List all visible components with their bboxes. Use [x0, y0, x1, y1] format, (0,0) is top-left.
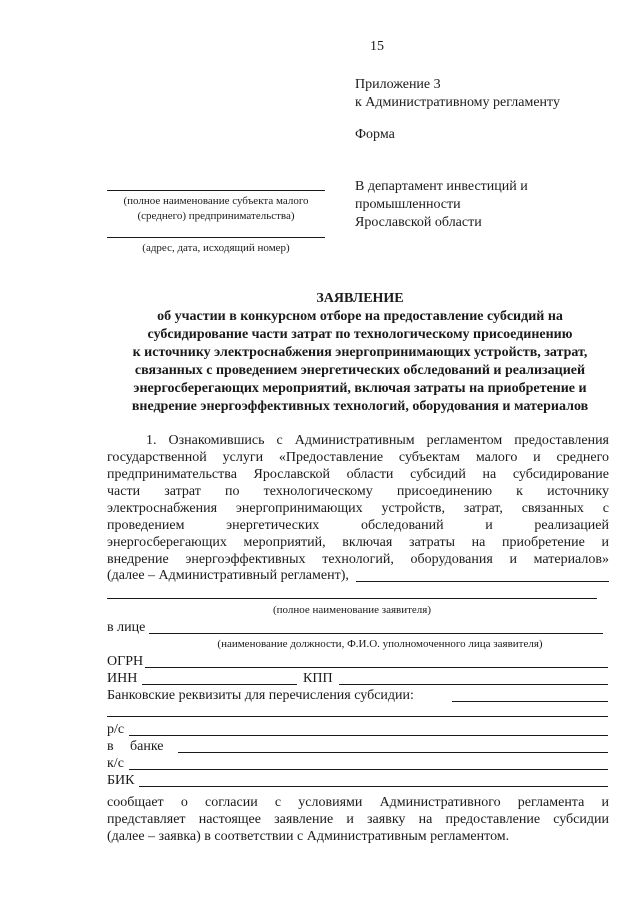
appendix-line-1: Приложение 3	[355, 77, 441, 92]
bank-details-line-1	[452, 701, 608, 702]
paragraph-1-line-8: внедрение энергоэффективных технологий, оборудования и материалов»	[107, 552, 609, 567]
bank-details-label: Банковские реквизиты для перечисления субсидии:	[107, 688, 414, 703]
paragraph-1-line-1: 1. Ознакомившись с Административным регламентом предоставления	[146, 433, 609, 448]
paragraph-1-line-4: части затрат по технологическому присоединению к источнику	[107, 484, 609, 499]
rs-line	[129, 735, 608, 736]
applicant-name-line-2	[107, 598, 597, 599]
appendix-line-2: к Административному регламенту	[355, 95, 560, 110]
form-label: Форма	[355, 127, 395, 142]
in-bank-line	[178, 752, 608, 753]
closing-line-2: представляет настоящее заявление и заявку на предоставление субсидии	[107, 812, 609, 827]
title-line-1: об участии в конкурсном отборе на предоставление субсидий на	[157, 309, 563, 324]
in-bank-label-2: банке	[130, 739, 164, 754]
applicant-name-caption: (полное наименование заявителя)	[272, 604, 432, 616]
paragraph-1-line-7: энергосберегающих мероприятий, включая затраты на приобретение и	[107, 535, 609, 550]
title-line-6: внедрение энергоэффективных технологий, оборудования и материалов	[131, 399, 589, 414]
sender-caption-line-2: (среднего) предпринимательства)	[137, 210, 295, 222]
inn-label: ИНН	[107, 671, 138, 686]
sender-caption-line-1: (полное наименование субъекта малого	[123, 195, 309, 207]
inn-line	[142, 684, 297, 685]
kpp-line	[339, 684, 608, 685]
paragraph-1-line-6: проведением энергетических обследований и реализацией	[107, 518, 609, 533]
paragraph-1-line-5: электроснабжения энергопринимающих устройств, затрат, связанных с	[107, 501, 609, 516]
paragraph-1-last-line: (далее – Административный регламент),	[107, 568, 349, 583]
ogrn-label: ОГРН	[107, 654, 144, 669]
page-number: 15	[370, 39, 384, 54]
official-caption: (наименование должности, Ф.И.О. уполномоченного лица заявителя)	[217, 638, 543, 650]
sender-address-line	[107, 237, 325, 238]
recipient-line-2: промышленности	[355, 197, 461, 212]
sender-name-line	[107, 190, 325, 191]
in-person-label: в лице	[107, 620, 146, 635]
recipient-line-1: В департамент инвестиций и	[355, 179, 528, 194]
bank-details-line-2	[107, 716, 608, 717]
title-line-3: к источнику электроснабжения энергопринимающих устройств, затрат,	[132, 345, 588, 360]
closing-last-line: (далее – заявка) в соответствии с Административным регламентом.	[107, 829, 510, 844]
bik-line	[139, 786, 608, 787]
in-bank-label-1: в	[107, 739, 114, 754]
recipient-line-3: Ярославской области	[355, 215, 482, 230]
title-line-4: связанных с проведением энергетических обследований и реализацией	[134, 363, 586, 378]
title-line-2: субсидирование части затрат по технологическому присоединению	[147, 327, 573, 342]
bik-label: БИК	[107, 773, 135, 788]
paragraph-1-line-3: предпринимательства Ярославской области субсидий на субсидирование	[107, 467, 609, 482]
kpp-label: КПП	[303, 671, 333, 686]
title-line-5: энергосберегающих мероприятий, включая затраты на приобретение и	[133, 381, 587, 396]
sender-address-caption: (адрес, дата, исходящий номер)	[142, 242, 290, 254]
paragraph-1-line-2: государственной услуги «Предоставление субъектам малого и среднего	[107, 450, 609, 465]
rs-label: р/с	[107, 722, 125, 737]
applicant-name-line-1	[356, 581, 609, 582]
closing-line-1: сообщает о согласии с условиями Административного регламента и	[107, 795, 609, 810]
ks-line	[129, 769, 608, 770]
official-line	[149, 633, 603, 634]
ogrn-line	[145, 667, 608, 668]
document-title: ЗАЯВЛЕНИЕ	[316, 291, 404, 306]
ks-label: к/с	[107, 756, 124, 771]
